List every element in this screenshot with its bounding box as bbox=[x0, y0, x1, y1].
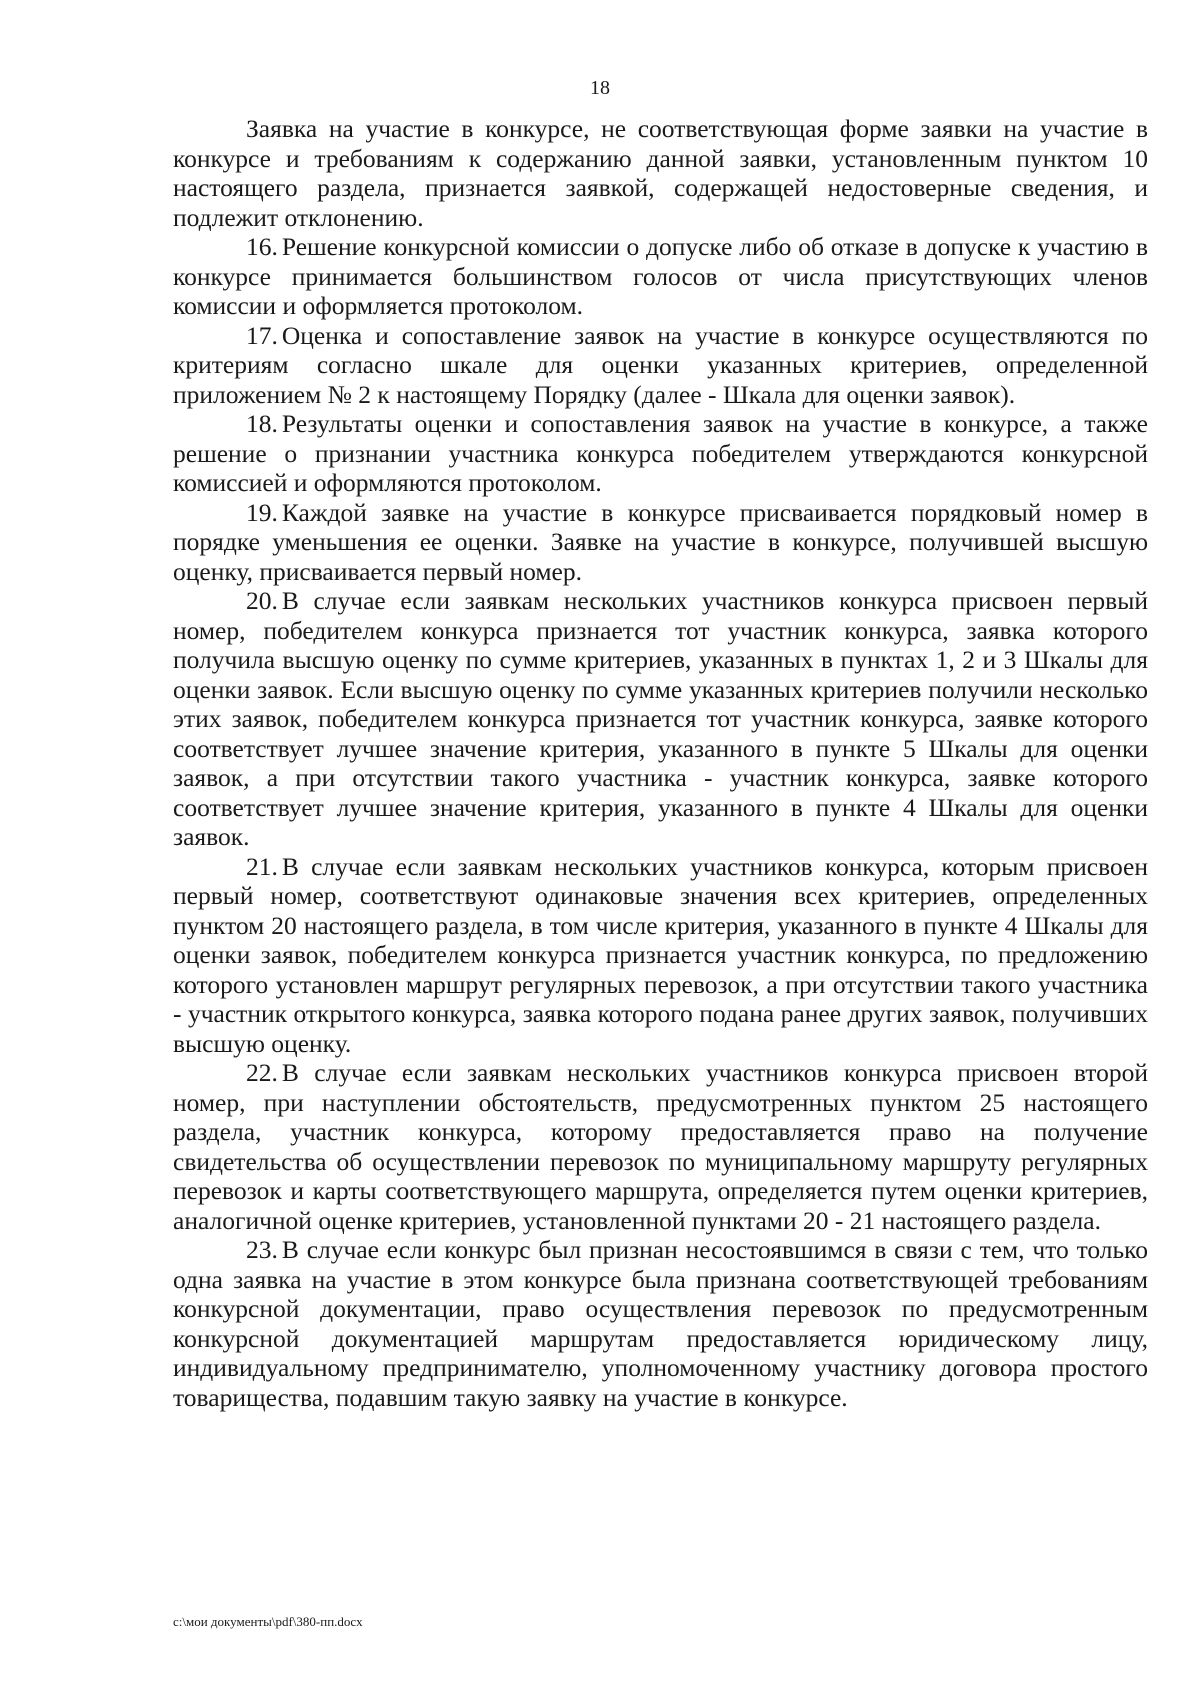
paragraph-text: Заявка на участие в конкурсе, не соответствующая форме заявки на участие в конкурсе и требованиям к содержанию данной заявки, установленным пунктом 10 настоящего раздела, признается заявкой, содержащей недостоверные сведения, и подлежит отклонению. bbox=[173, 114, 1148, 232]
paragraph-text: В случае если заявкам нескольких участников конкурса, которым присвоен первый номер, соответствуют одинаковые значения всех критериев, определенных пунктом 20 настоящего раздела, в том числе критерия, указанного в пункте 4 Шкалы для оценки заявок, победителем конкурса признается участник конкурса, по предложению которого установлен маршрут регулярных перевозок, а при отсутствии такого участника - участник открытого конкурса, заявка которого подана ранее других заявок, получивших высшую оценку. bbox=[173, 851, 1148, 1058]
paragraph-16 bbox=[173, 232, 1148, 321]
paragraph-text: В случае если заявкам нескольких участников конкурса присвоен первый номер, победителем конкурса признается тот участник конкурса, заявка которого получила высшую оценку по сумме критериев, указанных в пунктах 1, 2 и 3 Шкалы для оценки заявок. Если высшую оценку по сумме указанных критериев получили несколько этих заявок, победителем конкурса признается тот участник конкурса, заявке которого соответствует лучшее значение критерия, указанного в пункте 5 Шкалы для оценки заявок, а при отсутствии такого участника - участник конкурса, заявке которого соответствует лучшее значение критерия, указанного в пункте 4 Шкалы для оценки заявок. bbox=[173, 586, 1148, 851]
paragraph-23 bbox=[173, 1235, 1148, 1412]
paragraph-number: 22. bbox=[246, 1058, 278, 1087]
paragraph-number: 23. bbox=[246, 1235, 278, 1264]
paragraph-15-continuation bbox=[173, 114, 1148, 232]
paragraph-22 bbox=[173, 1058, 1148, 1235]
paragraph-text: В случае если конкурс был признан несостоявшимся в связи с тем, что только одна заявка на участие в этом конкурсе была признана соответствующей требованиям конкурсной документации, право осуществления перевозок по предусмотренным конкурсной документацией маршрутам предоставляется юридическому лицу, индивидуальному предпринимателю, уполномоченному участнику договора простого товарищества, подавшим такую заявку на участие в конкурсе. bbox=[173, 1235, 1148, 1412]
paragraph-18 bbox=[173, 409, 1148, 498]
paragraph-number: 20. bbox=[246, 586, 278, 615]
document-body bbox=[173, 114, 1148, 1412]
paragraph-text: В случае если заявкам нескольких участников конкурса присвоен второй номер, при наступлении обстоятельств, предусмотренных пунктом 25 настоящего раздела, участник конкурса, которому предоставляется право на получение свидетельства об осуществлении перевозок по муниципальному маршруту регулярных перевозок и карты соответствующего маршрута, определяется путем оценки критериев, аналогичной оценке критериев, установленной пунктами 20 - 21 настоящего раздела. bbox=[173, 1058, 1148, 1235]
paragraph-number: 17. bbox=[246, 320, 278, 350]
paragraph-21 bbox=[173, 852, 1148, 1059]
page-number: 18 bbox=[590, 77, 610, 99]
paragraph-number: 21. bbox=[246, 851, 278, 881]
paragraph-number: 18. bbox=[246, 409, 278, 438]
paragraph-text: Оценка и сопоставление заявок на участие в конкурсе осуществляются по критериям согласно шкале для оценки указанных критериев, определенной приложением № 2 к настоящему Порядку (далее - Шкала для оценки заявок). bbox=[173, 320, 1148, 409]
file-path-footer: c:\мои документы\pdf\380-пп.docx bbox=[173, 1614, 363, 1629]
paragraph-19 bbox=[173, 498, 1148, 587]
paragraph-text: Результаты оценки и сопоставления заявок на участие в конкурсе, а также решение о признании участника конкурса победителем утверждаются конкурсной комиссией и оформляются протоколом. bbox=[173, 409, 1148, 497]
paragraph-17 bbox=[173, 321, 1148, 410]
paragraph-number: 19. bbox=[246, 497, 278, 527]
paragraph-number: 16. bbox=[246, 232, 278, 261]
paragraph-text: Каждой заявке на участие в конкурсе присваивается порядковый номер в порядке уменьшения ее оценки. Заявке на участие в конкурсе, получившей высшую оценку, присваивается первый номер. bbox=[173, 497, 1148, 586]
paragraph-20 bbox=[173, 586, 1148, 852]
paragraph-text: Решение конкурсной комиссии о допуске либо об отказе в допуске к участию в конкурсе принимается большинством голосов от числа присутствующих членов комиссии и оформляется протоколом. bbox=[173, 232, 1148, 320]
